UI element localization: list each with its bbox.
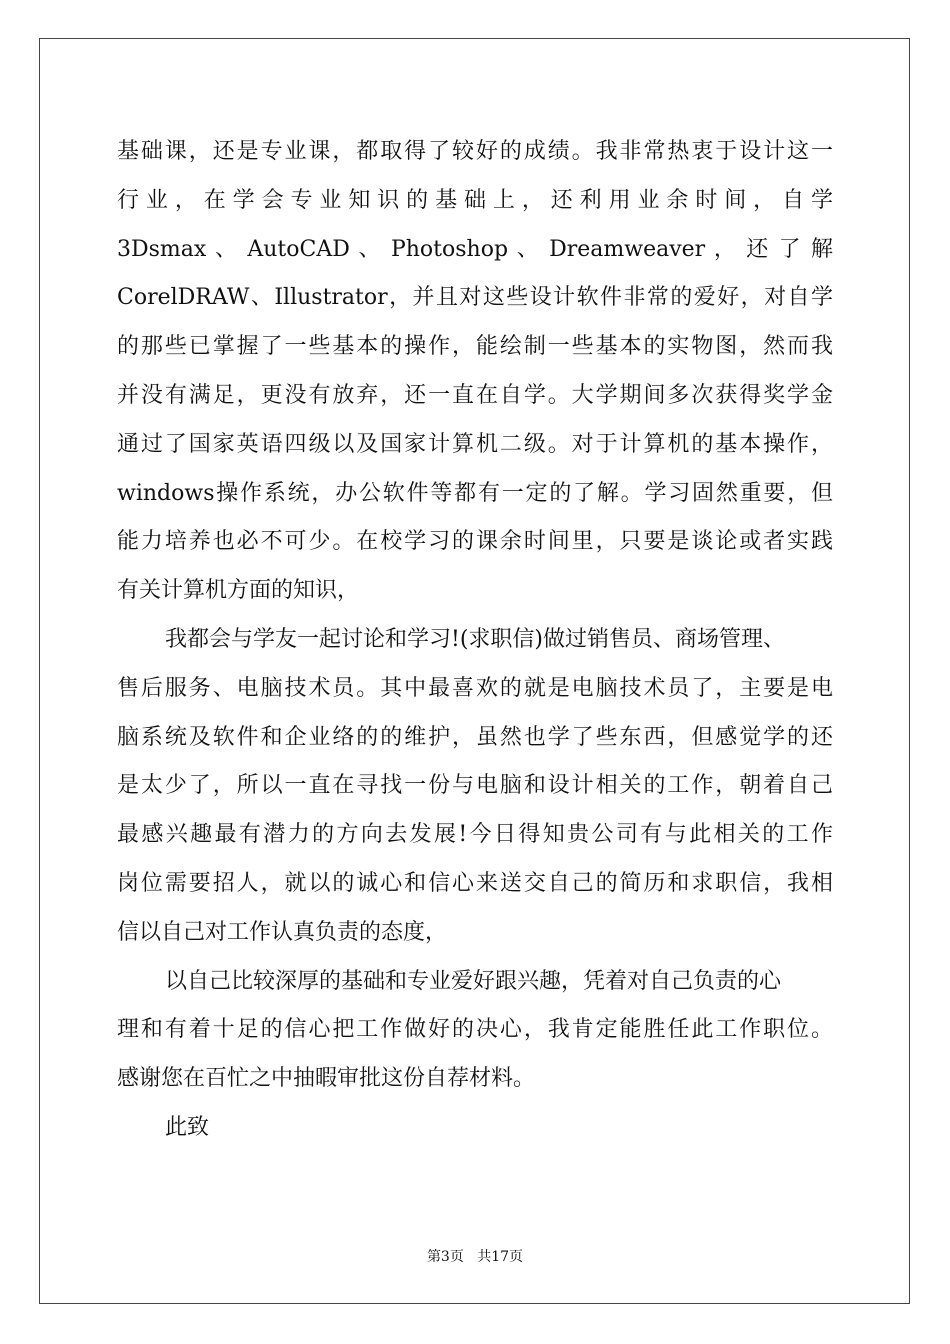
text-line-9: 能力培养也必不可少。在校学习的课余时间里，只要是谈论或者实践 bbox=[117, 529, 833, 555]
text-line-16: 岗位需要招人，就以的诚心和信心来送交自己的简历和求职信，我相 bbox=[117, 870, 833, 896]
salutation-closing: 此致 bbox=[165, 1114, 210, 1140]
text-line-19: 理和有着十足的信心把工作做好的决心，我肯定能胜任此工作职位。 bbox=[117, 1017, 833, 1043]
text-line-6: 并没有满足，更没有放弃，还一直在自学。大学期间多次获得奖学金 bbox=[117, 382, 833, 408]
text-line-13: 脑系统及软件和企业络的的维护，虽然也学了些东西，但感觉学的还 bbox=[117, 724, 833, 750]
text-line-20: 感谢您在百忙之中抽暇审批这份自荐材料。 bbox=[117, 1066, 536, 1092]
text-line-7: 通过了国家英语四级以及国家计算机二级。对于计算机的基本操作， bbox=[117, 431, 833, 457]
text-line-1: 基础课，还是专业课，都取得了较好的成绩。我非常热衷于设计这一 bbox=[117, 139, 833, 164]
text-line-3: 3Dsmax 、 AutoCAD 、 Photoshop 、 Dreamweaver ， 还 了 解 bbox=[117, 236, 833, 262]
text-line-18: 以自己比较深厚的基础和专业爱好跟兴趣，凭着对自己负责的心 bbox=[165, 968, 782, 994]
text-line-17: 信以自己对工作认真负责的态度， bbox=[117, 919, 448, 945]
text-line-4: CorelDRAW、Illustrator，并且对这些设计软件非常的爱好，对自学 bbox=[117, 285, 833, 311]
text-line-8: windows操作系统，办公软件等都有一定的了解。学习固然重要，但 bbox=[117, 480, 833, 506]
page-footer bbox=[0, 1246, 950, 1266]
text-line-14: 是太少了，所以一直在寻找一份与电脑和设计相关的工作，朝着自己 bbox=[117, 773, 833, 799]
text-line-10: 有关计算机方面的知识， bbox=[117, 578, 360, 604]
text-line-15: 最感兴趣最有潜力的方向去发展!今日得知贵公司有与此相关的工作 bbox=[117, 822, 833, 848]
text-line-12: 售后服务、电脑技术员。其中最喜欢的就是电脑技术员了，主要是电 bbox=[117, 675, 833, 701]
text-line-11: 我都会与学友一起讨论和学习!(求职信)做过销售员、商场管理、 bbox=[165, 626, 786, 652]
text-line-2: 行业，在学会专业知识的基础上，还利用业余时间，自学 bbox=[117, 187, 833, 213]
page-number: 第3页 bbox=[426, 1249, 464, 1265]
text-line-5: 的那些已掌握了一些基本的操作，能绘制一些基本的实物图，然而我 bbox=[117, 334, 833, 360]
letter-body bbox=[117, 128, 833, 1153]
page-total: 共17页 bbox=[477, 1249, 524, 1265]
